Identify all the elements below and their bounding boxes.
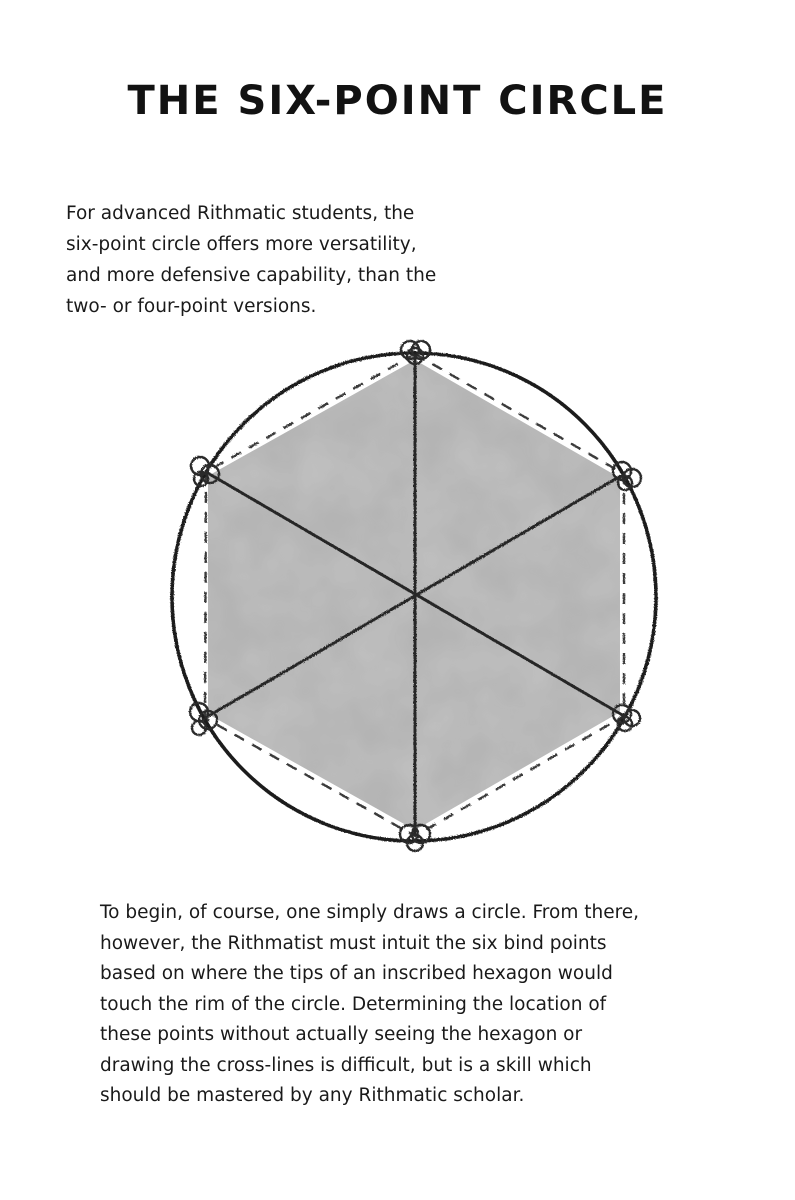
page-title: THE SIX-POINT CIRCLE (127, 78, 668, 124)
intro-line: and more defensive capability, than the (66, 265, 437, 286)
body-line: touch the rim of the circle. Determining the location of (100, 993, 607, 1015)
body-line: should be mastered by any Rithmatic scholar. (100, 1085, 525, 1106)
intro-paragraph (66, 198, 496, 322)
intro-line: For advanced Rithmatic students, the (66, 203, 415, 224)
body-line: however, the Rithmatist must intuit the six bind points (100, 932, 607, 954)
body-line: To begin, of course, one simply draws a circle. From there, (100, 902, 640, 923)
six-point-circle-diagram (160, 330, 670, 870)
intro-line: two- or four-point versions. (66, 296, 317, 317)
bind-point-bottom-icon (400, 825, 430, 851)
intro-line: six-point circle offers more versatility, (66, 234, 417, 255)
body-paragraph (100, 898, 740, 1112)
body-line: these points without actually seeing the hexagon or (100, 1024, 583, 1045)
body-line: drawing the cross-lines is difficult, but is a skill which (100, 1054, 592, 1076)
body-line: based on where the tips of an inscribed hexagon would (100, 963, 613, 984)
